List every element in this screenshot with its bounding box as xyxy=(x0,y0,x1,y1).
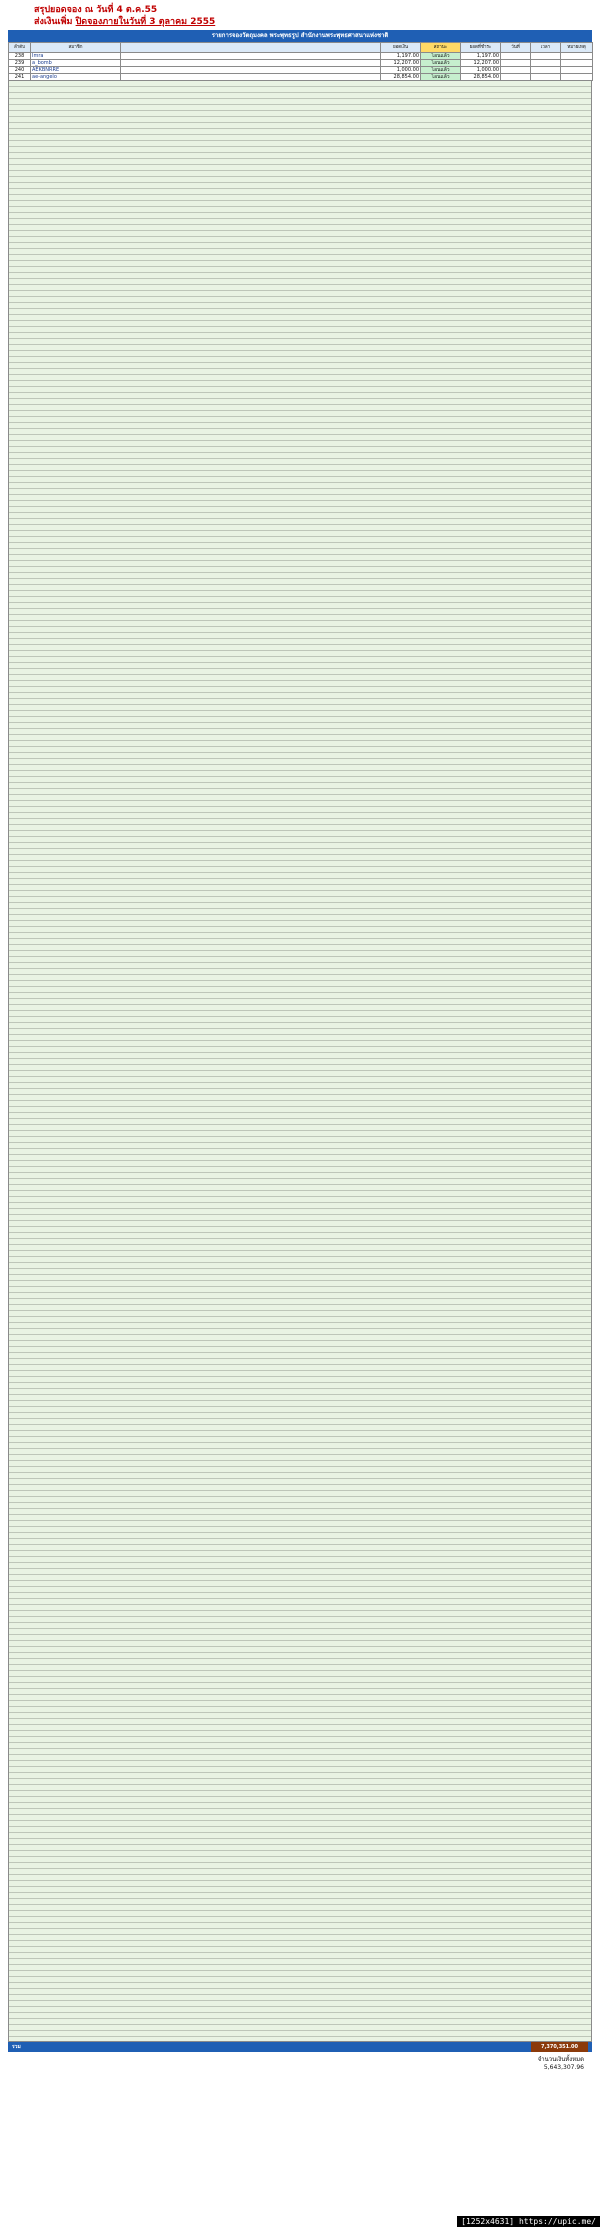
row-no: 238 xyxy=(9,53,31,60)
row-status: โอนแล้ว xyxy=(421,74,461,81)
row-items xyxy=(121,60,381,67)
table-banner: รายการจองวัตถุมงคล พระพุทธรูป สำนักงานพระพุทธศาสนาแห่งชาติ xyxy=(8,30,592,42)
row-paid: 1,197.00 xyxy=(461,53,501,60)
row-member: ae-angelo xyxy=(31,74,121,81)
row-items xyxy=(121,67,381,74)
row-items xyxy=(121,53,381,60)
row-extra xyxy=(561,60,593,67)
remaining-rows-area xyxy=(8,81,592,2042)
row-amount: 12,207.00 xyxy=(381,60,421,67)
totals-label: รวม xyxy=(12,2044,21,2050)
row-member: AEKBNRRE xyxy=(31,67,121,74)
grand-total xyxy=(8,2052,592,2073)
grand-total-label: จำนวนเงินทั้งหมด xyxy=(537,2056,584,2063)
row-date xyxy=(501,53,531,60)
col-paid: ยอดที่ชำระ xyxy=(461,43,501,53)
row-status: โอนแล้ว xyxy=(421,67,461,74)
col-date: วันที่ xyxy=(501,43,531,53)
row-time xyxy=(531,60,561,67)
row-member: Imra xyxy=(31,53,121,60)
table-row xyxy=(9,60,593,67)
sheet-title: สรุปยอดจอง ณ วันที่ 4 ต.ค.55 xyxy=(34,5,158,15)
table-row xyxy=(9,74,593,81)
row-extra xyxy=(561,74,593,81)
col-no: ลำดับ xyxy=(9,43,31,53)
row-amount: 28,854.00 xyxy=(381,74,421,81)
image-host-footer: [1252x4631] https://upic.me/ xyxy=(457,2216,600,2227)
row-date xyxy=(501,60,531,67)
col-member: สมาชิก xyxy=(31,43,121,53)
row-extra xyxy=(561,67,593,74)
col-amount: ยอดเงิน xyxy=(381,43,421,53)
table-row xyxy=(9,53,593,60)
row-status: โอนแล้ว xyxy=(421,53,461,60)
row-paid: 12,207.00 xyxy=(461,60,501,67)
row-time xyxy=(531,67,561,74)
row-no: 241 xyxy=(9,74,31,81)
header-row xyxy=(9,43,593,53)
row-member: a_bomb xyxy=(31,60,121,67)
table-row xyxy=(9,67,593,74)
row-time xyxy=(531,53,561,60)
grand-total-value: 5,643,307.96 xyxy=(543,2064,584,2071)
row-status: โอนแล้ว xyxy=(421,60,461,67)
sheet-subtitle xyxy=(8,16,592,28)
summary-sheet xyxy=(8,4,592,2073)
row-amount: 1,197.00 xyxy=(381,53,421,60)
row-extra xyxy=(561,53,593,60)
subtitle-prefix: ส่งเงินเพิ่ม xyxy=(34,17,73,27)
totals-bar xyxy=(8,2042,592,2052)
row-paid: 28,854.00 xyxy=(461,74,501,81)
orders-table xyxy=(8,42,593,81)
row-no: 240 xyxy=(9,67,31,74)
row-date xyxy=(501,67,531,74)
col-time: เวลา xyxy=(531,43,561,53)
row-time xyxy=(531,74,561,81)
row-amount: 1,000.00 xyxy=(381,67,421,74)
row-no: 239 xyxy=(9,60,31,67)
col-extra: หมายเหตุ xyxy=(561,43,593,53)
totals-sum: 7,370,351.00 xyxy=(531,2042,588,2052)
row-items xyxy=(121,74,381,81)
col-status: สถานะ xyxy=(421,43,461,53)
col-items xyxy=(121,43,381,53)
subtitle-deadline: ปิดจองภายในวันที่ 3 ตุลาคม 2555 xyxy=(75,17,216,27)
row-paid: 1,000.00 xyxy=(461,67,501,74)
row-date xyxy=(501,74,531,81)
